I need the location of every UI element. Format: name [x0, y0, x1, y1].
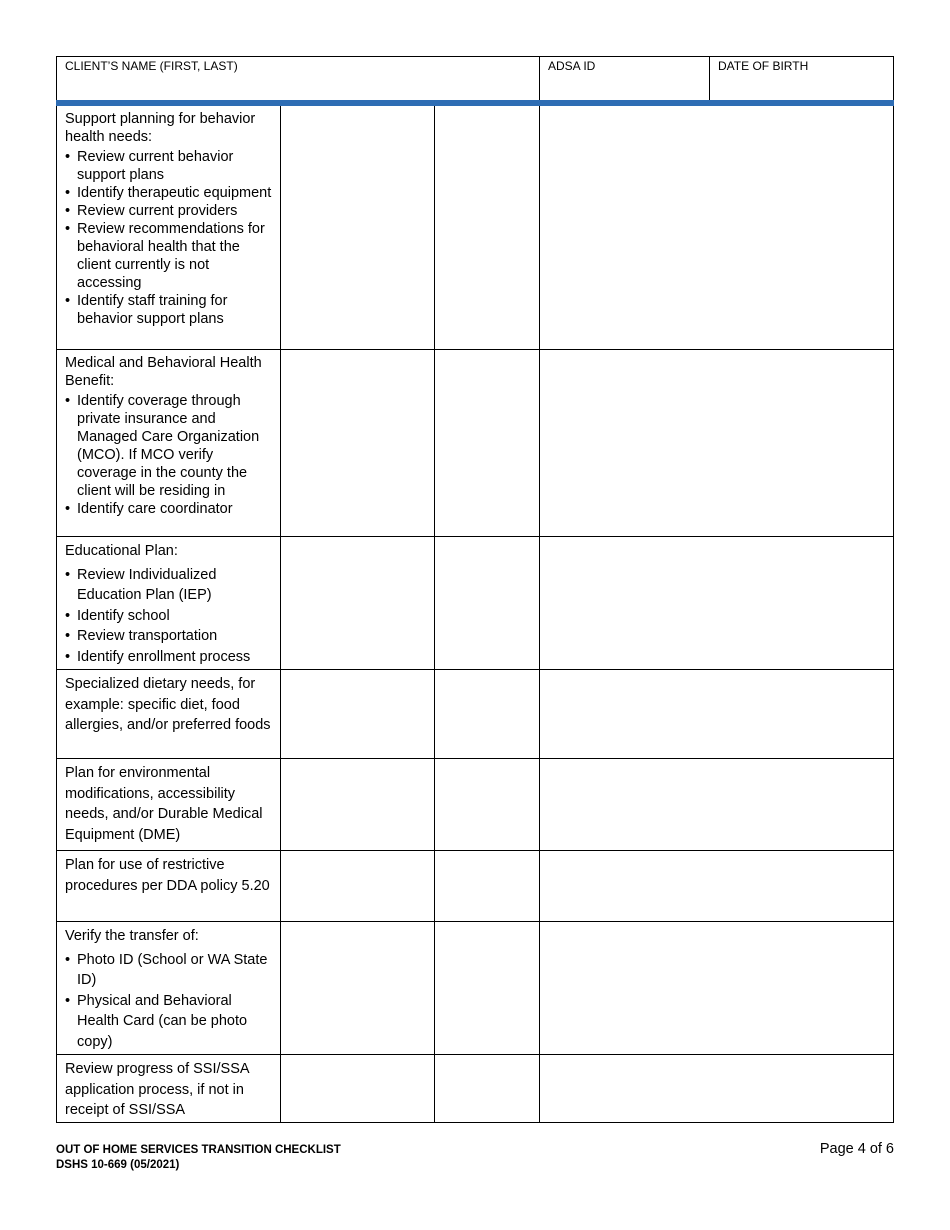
table-row: [57, 350, 893, 537]
table-row: [57, 106, 893, 350]
notes-cell[interactable]: [539, 350, 893, 536]
task-bullets: [65, 392, 272, 518]
entry-cell[interactable]: [434, 350, 539, 536]
notes-cell[interactable]: [539, 537, 893, 669]
entry-cell[interactable]: [280, 537, 434, 669]
task-description: [57, 350, 280, 536]
list-item: • Review recommendations for behavioral health that the client currently is not accessing: [65, 220, 272, 292]
task-title: Educational Plan:: [65, 543, 178, 559]
list-item: • Physical and Behavioral Health Card (can be photo copy): [65, 991, 272, 1053]
entry-cell[interactable]: [280, 1055, 434, 1122]
entry-cell[interactable]: [434, 670, 539, 758]
entry-cell[interactable]: [434, 537, 539, 669]
list-item: • Identify school: [65, 606, 272, 627]
table-row: [57, 670, 893, 759]
adsa-id-label: ADSA ID: [548, 59, 596, 73]
notes-cell[interactable]: [539, 670, 893, 758]
entry-cell[interactable]: [434, 851, 539, 921]
table-row: [57, 922, 893, 1055]
entry-cell[interactable]: [280, 670, 434, 758]
task-bullets: [65, 148, 272, 328]
table-row: [57, 851, 893, 922]
task-title: Review progress of SSI/SSA application process, if not in receipt of SSI/SSA: [65, 1061, 249, 1118]
task-bullets: [65, 565, 272, 668]
list-item: • Identify staff training for behavior support plans: [65, 292, 272, 328]
task-title: Plan for use of restrictive procedures per DDA policy 5.20: [65, 857, 270, 894]
date-of-birth-label: DATE OF BIRTH: [718, 59, 809, 73]
page-number: Page 4 of 6: [819, 1141, 894, 1157]
list-item: • Review current providers: [65, 202, 272, 220]
task-bullets: [65, 950, 272, 1053]
list-item: • Review Individualized Education Plan (IEP): [65, 565, 272, 606]
notes-cell[interactable]: [539, 851, 893, 921]
client-name-label: CLIENT’S NAME (FIRST, LAST): [65, 59, 238, 73]
entry-cell[interactable]: [280, 350, 434, 536]
table-row: [57, 759, 893, 851]
task-title: Verify the transfer of:: [65, 928, 199, 944]
entry-cell[interactable]: [280, 922, 434, 1054]
task-description: [57, 1055, 280, 1122]
form-number: DSHS 10-669 (05/2021): [56, 1159, 180, 1171]
form-footer: [56, 1143, 341, 1173]
list-item: • Identify enrollment process: [65, 647, 272, 668]
list-item: • Review current behavior support plans: [65, 148, 272, 184]
entry-cell[interactable]: [434, 759, 539, 850]
form-title: OUT OF HOME SERVICES TRANSITION CHECKLIST: [56, 1144, 341, 1156]
task-description: [57, 922, 280, 1054]
list-item: • Review transportation: [65, 626, 272, 647]
notes-cell[interactable]: [539, 759, 893, 850]
task-description: [57, 851, 280, 921]
task-description: [57, 537, 280, 669]
task-title: Plan for environmental modifications, accessibility needs, and/or Durable Medical Equipment (DME): [65, 765, 263, 843]
list-item: • Identify coverage through private insurance and Managed Care Organization (MCO). If MCO verify coverage in the county the client will be residing in: [65, 392, 272, 500]
entry-cell[interactable]: [280, 106, 434, 349]
list-item: • Photo ID (School or WA State ID): [65, 950, 272, 991]
task-description: [57, 759, 280, 850]
client-name-field[interactable]: [57, 57, 539, 101]
list-item: • Identify therapeutic equipment: [65, 184, 272, 202]
notes-cell[interactable]: [539, 1055, 893, 1122]
table-row: [57, 537, 893, 670]
entry-cell[interactable]: [434, 1055, 539, 1122]
notes-cell[interactable]: [539, 106, 893, 349]
client-header-table: [56, 56, 894, 100]
list-item: • Identify care coordinator: [65, 500, 272, 518]
date-of-birth-field[interactable]: [709, 57, 894, 101]
table-row: [57, 1055, 893, 1123]
entry-cell[interactable]: [280, 851, 434, 921]
task-description: [57, 106, 280, 349]
entry-cell[interactable]: [434, 922, 539, 1054]
task-description: [57, 670, 280, 758]
task-title: Medical and Behavioral Health Benefit:: [65, 355, 262, 389]
entry-cell[interactable]: [434, 106, 539, 349]
checklist-table: [56, 106, 894, 1123]
entry-cell[interactable]: [280, 759, 434, 850]
task-title: Specialized dietary needs, for example: specific diet, food allergies, and/or preferred foods: [65, 676, 271, 733]
notes-cell[interactable]: [539, 922, 893, 1054]
adsa-id-field[interactable]: [539, 57, 709, 101]
task-title: Support planning for behavior health needs:: [65, 111, 256, 145]
